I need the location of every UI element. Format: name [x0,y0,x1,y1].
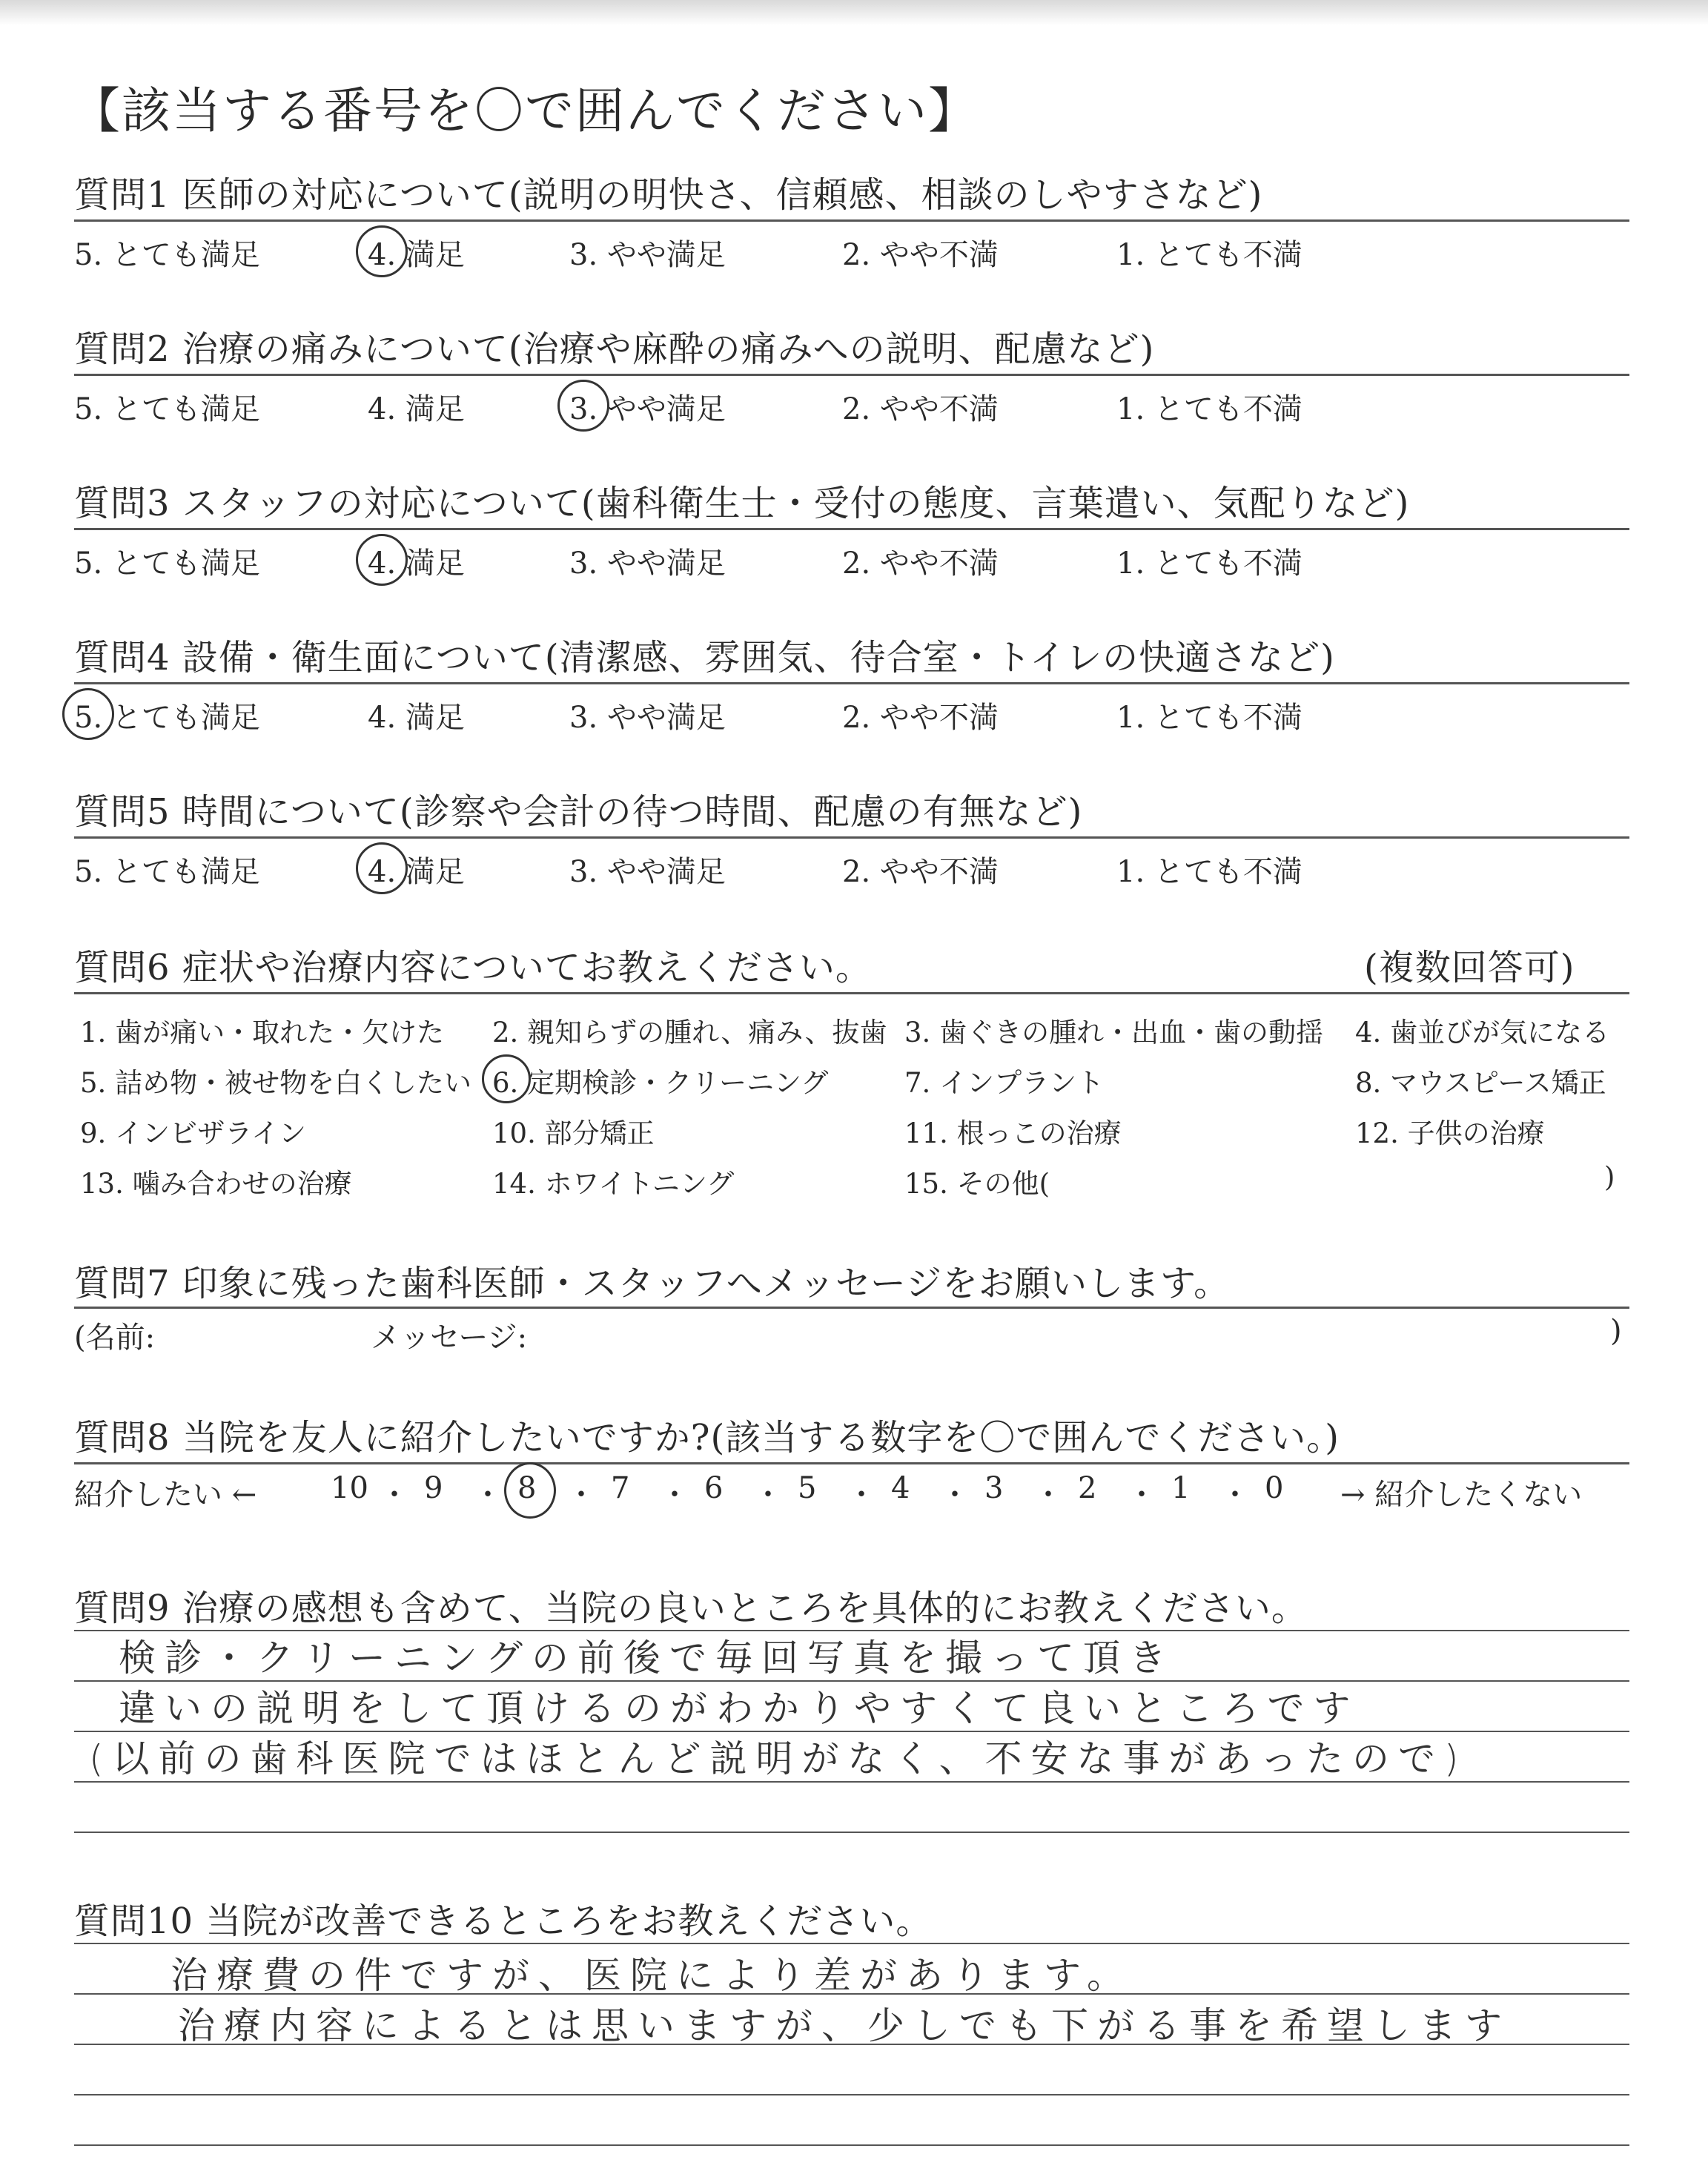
q6-item: 9. インビザライン [80,1117,306,1149]
q8-scale-dot: ・ [753,1478,783,1512]
question-2-option: 5. とても満足 [74,392,260,426]
question-1-option: 1. とても不満 [1116,238,1302,272]
q9-title: 質問9 治療の感想も含めて、当院の良いところを具体的にお教えください。 [74,1588,1308,1629]
q8-scale-number: 2 [1078,1471,1097,1505]
q6-item: 2. 親知らずの腫れ、痛み、抜歯 [492,1017,887,1048]
question-4-option: 2. やや不満 [842,701,999,735]
question-4-option: 4. 満足 [368,701,465,735]
q8-right-label: → 紹介したくない [1340,1478,1583,1512]
q8-left-label: 紹介したい ← [74,1478,257,1512]
q9-handwritten-answer: 違いの説明をして頂けるのがわかりやすくて良いところです [119,1687,1360,1730]
question-1-option: 3. やや満足 [569,238,726,272]
q8-scale-number: 1 [1171,1471,1191,1505]
q6-item: ) [1604,1161,1615,1193]
page-top-edge [0,0,1708,25]
q6-item: 10. 部分矯正 [492,1117,655,1149]
question-5-option: 5. とても満足 [74,855,260,889]
q6-note: (複数回答可) [1364,947,1575,988]
q8-rule [74,1462,1629,1464]
q8-scale-dot: ・ [847,1478,876,1512]
question-3-option: 3. やや満足 [569,546,726,581]
q6-item: 11. 根っこの治療 [904,1117,1122,1149]
q8-scale-number: 10 [331,1471,368,1505]
question-4-title: 質問4 設備・衛生面について(清潔感、雰囲気、待合室・トイレの快適さなど) [74,637,1335,678]
question-1-option: 5. とても満足 [74,238,260,272]
q6-item: 4. 歯並びが気になる [1355,1017,1610,1048]
q8-title: 質問8 当院を友人に紹介したいですか?(該当する数字を〇で囲んでください。) [74,1417,1340,1459]
q10-handwritten-answer: 治療内容によるとは思いますが、少しでも下がる事を希望します [178,2004,1511,2047]
q10-handwritten-answer: 治療費の件ですが、医院により差があります。 [171,1954,1133,1997]
q8-scale-dot: ・ [1033,1478,1063,1512]
q7-title: 質問7 印象に残った歯科医師・スタッフへメッセージをお願いします。 [74,1263,1231,1304]
q6-item: 6. 定期検診・クリーニング [492,1067,829,1099]
q8-scale-number: 0 [1265,1471,1284,1505]
q6-title: 質問6 症状や治療内容についてお教えください。 [74,947,872,988]
q8-scale-dot: ・ [473,1478,503,1512]
answer-circle [482,1054,531,1103]
q8-scale-dot: ・ [380,1478,409,1512]
q8-scale-dot: ・ [660,1478,689,1512]
question-3-option: 2. やや不満 [842,546,999,581]
question-4-option: 3. やや満足 [569,701,726,735]
question-3-option: 4. 満足 [368,546,465,581]
question-3-title: 質問3 スタッフの対応について(歯科衛生士・受付の態度、言葉遣い、気配りなど) [74,483,1410,524]
q6-rule [74,992,1629,994]
q10-title: 質問10 当院が改善できるところをお教えください。 [74,1900,933,1942]
q8-scale-number: 6 [704,1471,724,1505]
q6-item: 8. マウスピース矯正 [1355,1067,1606,1099]
question-5-rule [74,836,1629,839]
q8-scale-number: 7 [611,1471,630,1505]
question-5-option: 4. 満足 [368,855,465,889]
form-title: 【該当する番号を〇で囲んでください】 [71,82,979,139]
q7-name-label: (名前: [74,1321,156,1355]
question-1-option: 2. やや不満 [842,238,999,272]
question-3-rule [74,528,1629,530]
q8-scale-dot: ・ [1220,1478,1250,1512]
q8-scale-dot: ・ [940,1478,970,1512]
q8-scale-number: 3 [984,1471,1004,1505]
q6-item: 12. 子供の治療 [1355,1117,1545,1149]
q9-handwritten-answer: (以前の歯科医院ではほとんど説明がなく、不安な事があったので) [89,1737,1468,1780]
question-5-option: 1. とても不満 [1116,855,1302,889]
answer-circle [356,842,408,894]
question-4-option: 1. とても不満 [1116,701,1302,735]
q6-item: 14. ホワイトニング [492,1168,735,1200]
q8-scale-dot: ・ [566,1478,596,1512]
q9-answer-line [74,1832,1629,1833]
question-2-option: 3. やや満足 [569,392,726,426]
answer-circle [504,1462,556,1519]
q8-scale-number: 5 [798,1471,817,1505]
q10-answer-line [74,2094,1629,2095]
question-1-option: 4. 満足 [368,238,465,272]
q8-scale-number: 9 [424,1471,443,1505]
q10-answer-line [74,2144,1629,2146]
question-5-option: 2. やや不満 [842,855,999,889]
question-3-option: 1. とても不満 [1116,546,1302,581]
q10-answer-line [74,1943,1629,1944]
q7-rule [74,1307,1629,1309]
q6-item: 5. 詰め物・被せ物を白くしたい [80,1067,472,1099]
q6-item: 15. その他( [904,1168,1050,1200]
question-1-title: 質問1 医師の対応について(説明の明快さ、信頼感、相談のしやすさなど) [74,174,1263,216]
q6-item: 13. 噛み合わせの治療 [80,1168,352,1200]
q7-message-label: メッセージ: [371,1321,528,1355]
q8-scale-number: 4 [891,1471,910,1505]
q8-scale-number: 8 [517,1471,537,1505]
question-3-option: 5. とても満足 [74,546,260,581]
q9-handwritten-answer: 検診・クリーニングの前後で毎回写真を撮って頂き [119,1636,1175,1680]
question-5-title: 質問5 時間について(診察や会計の待つ時間、配慮の有無など) [74,791,1083,833]
question-2-option: 2. やや不満 [842,392,999,426]
question-2-option: 1. とても不満 [1116,392,1302,426]
q6-item: 1. 歯が痛い・取れた・欠けた [80,1017,445,1048]
question-2-title: 質問2 治療の痛みについて(治療や麻酔の痛みへの説明、配慮など) [74,328,1155,370]
question-1-rule [74,219,1629,222]
answer-circle [557,380,609,432]
answer-circle [62,688,114,740]
q6-item: 3. 歯ぐきの腫れ・出血・歯の動揺 [904,1017,1324,1048]
answer-circle [356,534,408,586]
q6-item: 7. インプラント [904,1067,1105,1099]
question-4-option: 5. とても満足 [74,701,260,735]
q8-scale-dot: ・ [1127,1478,1156,1512]
question-5-option: 3. やや満足 [569,855,726,889]
answer-circle [356,225,408,277]
q7-close-paren: ) [1610,1314,1622,1348]
question-4-rule [74,682,1629,684]
question-2-option: 4. 満足 [368,392,465,426]
question-2-rule [74,374,1629,376]
